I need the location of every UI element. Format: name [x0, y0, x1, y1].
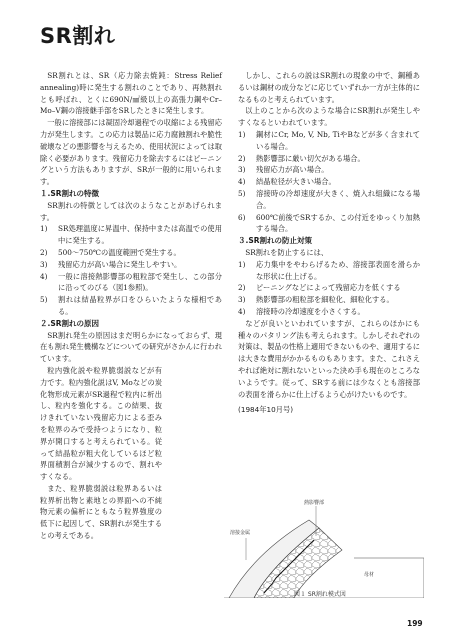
theory-paragraph: しかし、これらの説はSR割れの現象の中で、鋼種あるいは鋼材の成分などに応じていずれか一方が主体的になるものと考えられています。	[238, 71, 420, 104]
prevention-closing-paragraph: などが良いといわれていますが、これらのほかにも種々のパタリング法も考えられます。しかしそれぞれの対策は、製品の性格上適用できないものや、適用するには大きな費用がかかるものもあります。また、これさえやれば絶対に割れないといった決め手も現在のところないようです。従って、SRする前には少なくとも溶接部の表面を滑らかに仕上げるよう心がけたいものです。	[238, 318, 420, 399]
causes-paragraph-1: SR割れ発生の原因はまだ明らかになっておらず、現在も割れ発生機構などについての研究がさかんに行われています。	[40, 330, 222, 364]
conditions-lead: 以上のことから次のような場合にSR割れが発生しやすくなるといわれています。	[238, 106, 420, 128]
page-number: 199	[407, 619, 423, 628]
prevention-item: 4) 溶接時の冷却速度を小さくする。	[238, 306, 365, 316]
condition-item: 3) 残留応力が高い場合。	[238, 165, 329, 175]
feature-item: 4) 一般に溶接熱影響部の粗粒部で発生し、この部分に沿ってのびる（図1参照)。	[40, 271, 222, 293]
features-lead: SR割れの特徴としては次のようなことがあげられます。	[40, 200, 222, 222]
condition-item: 6) 600℃前後でSRするか、この付近をゆっくり加熱する場合。	[238, 212, 420, 234]
section-heading-features: １.SR割れの特徴	[40, 188, 100, 198]
sr-crack-diagram	[224, 498, 424, 598]
base-metal-label: 母材	[364, 572, 375, 578]
condition-item: 4) 結晶粒径が大きい場合。	[238, 177, 336, 187]
condition-item: 1) 鋼材にCr, Mo, V, Nb, TiやBなどが多く含まれている場合。	[238, 129, 420, 151]
page-title: SR割れ	[40, 24, 116, 48]
weld-metal-label: 溶接金属	[230, 530, 251, 536]
prevention-item: 1) 応力集中をやわらげるため、溶接部表面を滑らかな形状に仕上げる。	[238, 259, 420, 281]
issue-date: (1984年10月号)	[238, 405, 294, 415]
haz-label: 熱影響部	[304, 500, 325, 506]
feature-item: 3) 残留応力が高い場合に発生しやすい。	[40, 259, 182, 269]
right-column	[238, 70, 420, 416]
figure-caption: 図１ SR割れ模式図	[294, 591, 346, 598]
feature-item: 1) SR処理温度に昇温中、保持中または高温での使用中に発生する。	[40, 224, 222, 246]
section-heading-prevention: ３.SR割れの防止対策	[238, 236, 313, 246]
feature-item: 2) 500〜750℃の温度範囲で発生する。	[40, 247, 181, 257]
prevention-lead: SR割れを防止するには、	[245, 247, 329, 257]
prevention-item: 2) ピーニングなどによって残留応力を低くする	[238, 283, 401, 293]
section-heading-causes: ２.SR割れの原因	[40, 318, 100, 328]
residual-stress-paragraph: 一般に溶接部には凝固冷却過程での収縮による残留応力が発生します。この応力は製品に応力腐蝕割れや脆性破壊などの悪影響を与えるため、使用状況によっては取除く必要があります。残留応力を除去するにはピーニングという方法もありますが、SRが一般的に用いられます。	[40, 118, 222, 187]
condition-item: 2) 熱影響部に厳い切欠がある場合。	[238, 153, 365, 163]
causes-paragraph-2: 粒内強化説や粒界脆弱説などが有力です。粒内強化説はV, Moなどの炭化物形成元素がSR過程で粒内に析出し、粒内を強化する。この結果、抜けきれていない残留応力による歪みを粒界のみで受持つようになり、粒界が開口すると考えられている。従って結晶粒が粗大化しているほど粒界面積割合が減少するので、割れやすくなる。	[40, 365, 162, 482]
left-column	[40, 70, 222, 542]
prevention-item: 3) 熱影響部の粗粒部を細粒化、細粒化する。	[238, 295, 394, 305]
feature-item: 5) 割れは結晶粒界が口をひらいたような様相である。	[40, 295, 222, 316]
intro-paragraph: SR割れとは、SR（応力除去焼鈍：Stress Relief annealing)時に発生する割れのことであり、再熱割れとも呼ばれ、とくに690N/㎟級以上の高張力鋼やCr–Mo–V鋼の溶接継手部をSRしたときに発生します。	[40, 71, 222, 116]
causes-paragraph-3: また、粒界脆弱説は粒界あるいは粒界析出物と素地との界面への不純物元素の偏析にともなう粒界強度の低下に起因して、SR割れが発生するとの考えである。	[40, 483, 162, 541]
condition-item: 5) 溶接時の冷却速度が大きく、焼入れ組織になる場合。	[238, 188, 420, 210]
